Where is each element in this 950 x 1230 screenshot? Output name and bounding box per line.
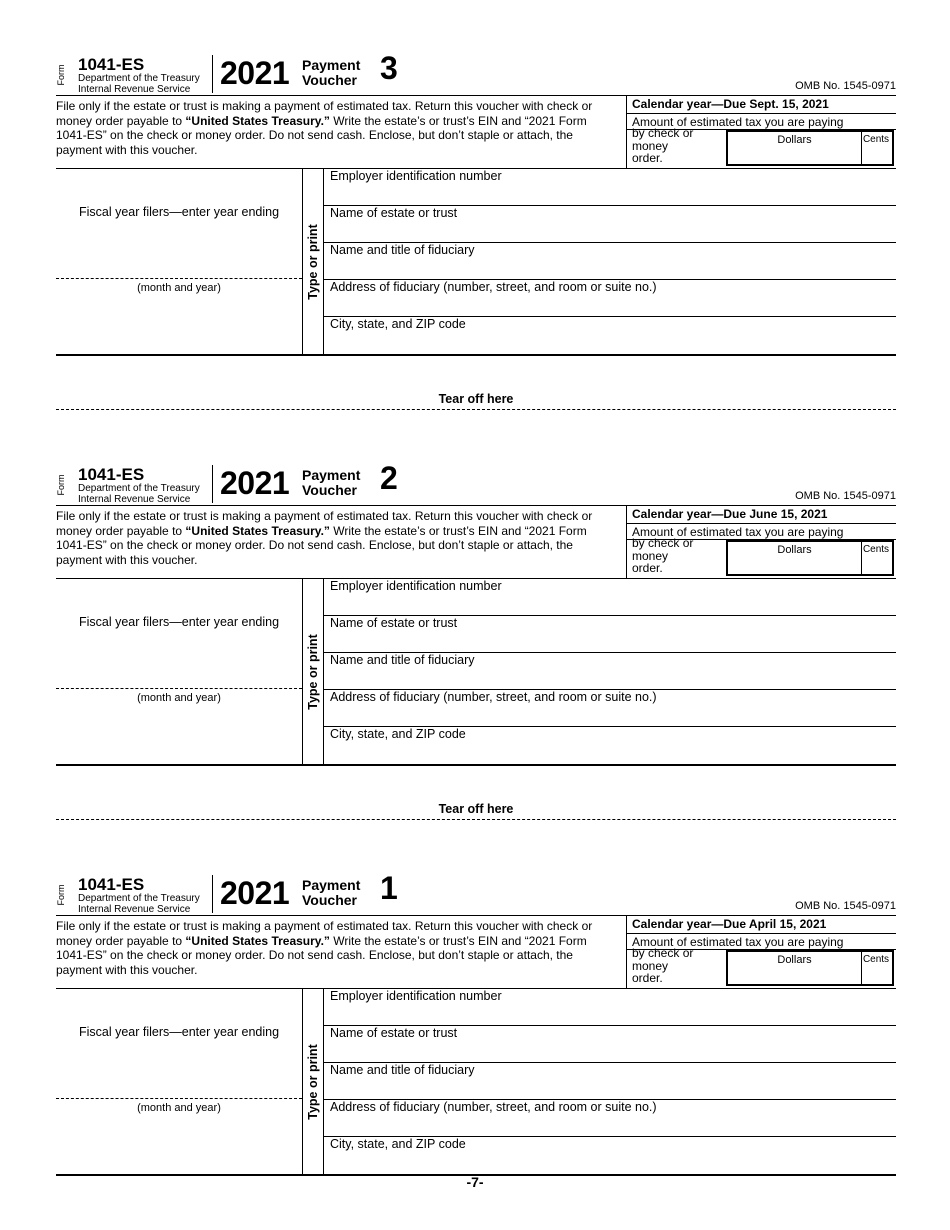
month-year-label: (month and year) bbox=[137, 692, 221, 704]
cents-field[interactable]: Cents bbox=[862, 544, 890, 555]
voucher-number: 3 bbox=[380, 50, 398, 86]
instructions: File only if the estate or trust is making a payment of estimated tax. Return this voucher with check or money order payable to “United States Treasury.” Write the estate’s or trust’s EIN and “2021 Form 1041-ES” on the check or money order. Do not send cash. Enclose, but don’t staple or attach, the payment with this voucher. bbox=[56, 509, 593, 567]
amount-label: Amount of estimated tax you are paying bbox=[632, 935, 844, 949]
cents-field[interactable]: Cents bbox=[862, 954, 890, 965]
estate-name-field[interactable]: Name of estate or trust bbox=[324, 206, 896, 243]
form-label: Form bbox=[56, 884, 66, 906]
tax-year: 2021 bbox=[220, 465, 290, 501]
dollars-field[interactable]: Dollars bbox=[728, 132, 862, 164]
payment-voucher-2 bbox=[56, 460, 896, 770]
dollars-field[interactable]: Dollars bbox=[728, 952, 862, 984]
type-or-print-label: Type or print bbox=[302, 169, 324, 355]
tear-off-line bbox=[56, 802, 896, 820]
department-name: Department of the Treasury Internal Revenue Service bbox=[78, 893, 200, 915]
omb-number: OMB No. 1545-0971 bbox=[795, 900, 896, 912]
omb-number: OMB No. 1545-0971 bbox=[795, 490, 896, 502]
tear-off-line bbox=[56, 392, 896, 410]
voucher-header bbox=[56, 50, 896, 95]
omb-number: OMB No. 1545-0971 bbox=[795, 80, 896, 92]
form-label: Form bbox=[56, 474, 66, 496]
by-check-label: by check or money order. bbox=[632, 126, 694, 165]
tax-year: 2021 bbox=[220, 55, 290, 91]
estate-name-field[interactable]: Name of estate or trust bbox=[324, 616, 896, 653]
month-year-label: (month and year) bbox=[137, 282, 221, 294]
header-divider bbox=[212, 55, 213, 93]
amount-box bbox=[626, 95, 896, 169]
type-or-print-label: Type or print bbox=[302, 579, 324, 765]
by-check-label: by check or money order. bbox=[632, 536, 694, 575]
taxpayer-fields bbox=[324, 989, 896, 1175]
voucher-header bbox=[56, 460, 896, 505]
due-date: Calendar year—Due Sept. 15, 2021 bbox=[632, 97, 829, 111]
fiscal-year-label: Fiscal year filers—enter year ending bbox=[78, 1025, 280, 1039]
tear-off-label: Tear off here bbox=[438, 392, 514, 406]
fiscal-year-label: Fiscal year filers—enter year ending bbox=[78, 205, 280, 219]
amount-box bbox=[626, 915, 896, 989]
ein-field[interactable]: Employer identification number bbox=[324, 579, 896, 616]
ein-field[interactable]: Employer identification number bbox=[324, 989, 896, 1026]
payment-voucher-title: Payment Voucher bbox=[302, 57, 361, 88]
by-check-label: by check or money order. bbox=[632, 946, 694, 985]
amount-input[interactable] bbox=[726, 540, 894, 576]
fiduciary-name-field[interactable]: Name and title of fiduciary bbox=[324, 653, 896, 690]
form-number: 1041-ES bbox=[78, 465, 145, 484]
instructions: File only if the estate or trust is making a payment of estimated tax. Return this voucher with check or money order payable to “United States Treasury.” Write the estate’s or trust’s EIN and “2021 Form 1041-ES” on the check or money order. Do not send cash. Enclose, but don’t staple or attach, the payment with this voucher. bbox=[56, 919, 593, 977]
voucher-number: 2 bbox=[380, 460, 398, 496]
payment-voucher-3 bbox=[56, 50, 896, 360]
fiscal-year-input[interactable] bbox=[56, 1098, 302, 1099]
payment-voucher-1 bbox=[56, 870, 896, 1180]
header-divider bbox=[212, 875, 213, 913]
fiscal-year-input[interactable] bbox=[56, 278, 302, 279]
due-date: Calendar year—Due April 15, 2021 bbox=[632, 917, 827, 931]
city-state-zip-field[interactable]: City, state, and ZIP code bbox=[330, 1137, 466, 1151]
form-label: Form bbox=[56, 64, 66, 86]
fiscal-year-panel bbox=[56, 579, 302, 765]
fiduciary-name-field[interactable]: Name and title of fiduciary bbox=[324, 1063, 896, 1100]
payment-voucher-title: Payment Voucher bbox=[302, 467, 361, 498]
fiduciary-name-field[interactable]: Name and title of fiduciary bbox=[324, 243, 896, 280]
amount-box bbox=[626, 505, 896, 579]
fiscal-year-label: Fiscal year filers—enter year ending bbox=[78, 615, 280, 629]
instructions: File only if the estate or trust is making a payment of estimated tax. Return this voucher with check or money order payable to “United States Treasury.” Write the estate’s or trust’s EIN and “2021 Form 1041-ES” on the check or money order. Do not send cash. Enclose, but don’t staple or attach, the payment with this voucher. bbox=[56, 99, 593, 157]
header-divider bbox=[212, 465, 213, 503]
month-year-label: (month and year) bbox=[137, 1102, 221, 1114]
page-number: -7- bbox=[466, 1174, 484, 1190]
address-field[interactable]: Address of fiduciary (number, street, and room or suite no.) bbox=[324, 690, 896, 727]
city-state-zip-field[interactable]: City, state, and ZIP code bbox=[330, 317, 466, 331]
form-number: 1041-ES bbox=[78, 875, 145, 894]
amount-label: Amount of estimated tax you are paying bbox=[632, 525, 844, 539]
address-field[interactable]: Address of fiduciary (number, street, and room or suite no.) bbox=[324, 280, 896, 317]
city-state-zip-field[interactable]: City, state, and ZIP code bbox=[330, 727, 466, 741]
type-or-print-label: Type or print bbox=[302, 989, 324, 1175]
fiscal-year-panel bbox=[56, 169, 302, 355]
amount-input[interactable] bbox=[726, 130, 894, 166]
fiscal-year-input[interactable] bbox=[56, 688, 302, 689]
tax-year: 2021 bbox=[220, 875, 290, 911]
tear-off-label: Tear off here bbox=[438, 802, 514, 816]
voucher-header bbox=[56, 870, 896, 915]
fiscal-year-panel bbox=[56, 989, 302, 1175]
payment-voucher-title: Payment Voucher bbox=[302, 877, 361, 908]
taxpayer-fields bbox=[324, 579, 896, 765]
amount-input[interactable] bbox=[726, 950, 894, 986]
ein-field[interactable]: Employer identification number bbox=[324, 169, 896, 206]
cents-field[interactable]: Cents bbox=[862, 134, 890, 145]
due-date: Calendar year—Due June 15, 2021 bbox=[632, 507, 828, 521]
department-name: Department of the Treasury Internal Revenue Service bbox=[78, 73, 200, 95]
dollars-field[interactable]: Dollars bbox=[728, 542, 862, 574]
estate-name-field[interactable]: Name of estate or trust bbox=[324, 1026, 896, 1063]
voucher-number: 1 bbox=[380, 870, 398, 906]
form-number: 1041-ES bbox=[78, 55, 145, 74]
department-name: Department of the Treasury Internal Revenue Service bbox=[78, 483, 200, 505]
address-field[interactable]: Address of fiduciary (number, street, and room or suite no.) bbox=[324, 1100, 896, 1137]
amount-label: Amount of estimated tax you are paying bbox=[632, 115, 844, 129]
taxpayer-fields bbox=[324, 169, 896, 355]
